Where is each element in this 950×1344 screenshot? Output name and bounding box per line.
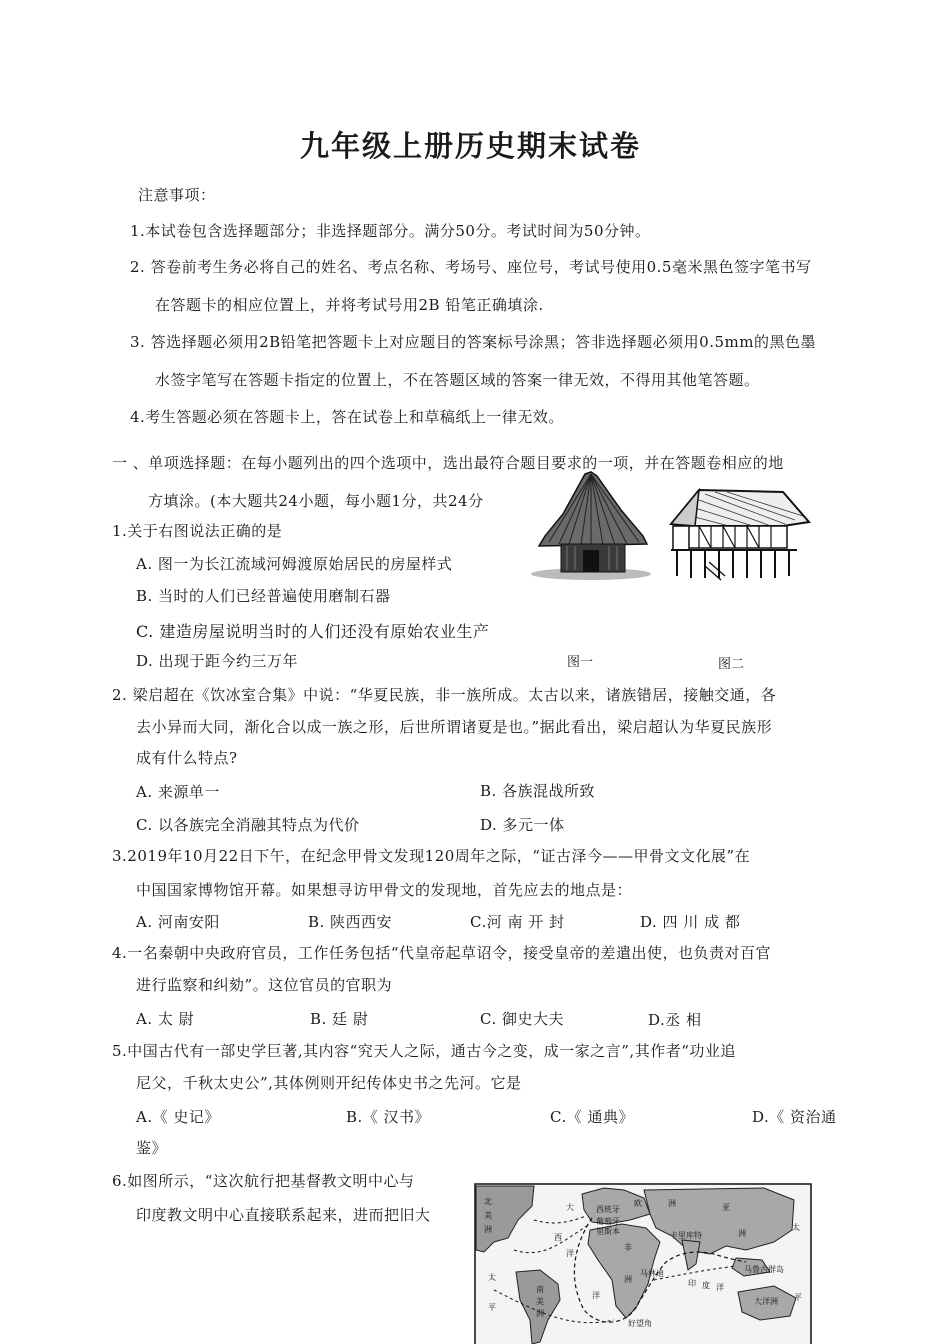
notice-item-3-cont: 水签字笔写在答题卡指定的位置上，不在答题区域的答案一律无效，不得用其他笔答题。: [155, 371, 760, 389]
question-1-option-d: D. 出现于距今约三万年: [136, 652, 299, 670]
question-2-option-c: C. 以各族完全消融其特点为代价: [136, 816, 360, 834]
question-3-line-1: 3.2019年10月22日下午，在纪念甲骨文发现120周年之际，“证古泽今——甲骨文文化展”在: [112, 847, 751, 865]
section-heading-cont: 方填涂。(本大题共24小题，每小题1分，共24分: [148, 492, 484, 510]
notice-item-3: 3. 答选择题必须用2B铅笔把答题卡上对应题目的答案标号涂黑；答非选择题必须用0.5mm的黑色墨: [130, 333, 816, 351]
map-label: 葡萄牙: [596, 1217, 620, 1226]
map-label: 印: [688, 1279, 696, 1288]
question-5-option-c: C.《 通典》: [550, 1108, 634, 1126]
map-label: 西班牙: [596, 1205, 620, 1214]
question-2-option-d: D. 多元一体: [480, 816, 565, 834]
question-1-option-a: A. 图一为长江流域河姆渡原始居民的房屋样式: [136, 555, 453, 573]
map-label: 西: [554, 1233, 562, 1242]
map-label: 度: [702, 1281, 710, 1290]
map-label: 欧: [634, 1199, 642, 1208]
map-label: 非: [624, 1243, 632, 1252]
map-label: 美: [484, 1211, 492, 1220]
question-2-option-b: B. 各族混战所致: [480, 782, 596, 800]
map-label: 美: [536, 1297, 544, 1306]
map-label: 洲: [484, 1225, 492, 1234]
notice-item-2-cont: 在答题卡的相应位置上，并将考试号用2B 铅笔正确填涂.: [155, 296, 544, 314]
question-2-line-2: 去小异而大同，渐化合以成一族之形，后世所谓诸夏是也。”据此看出，梁启超认为华夏民族形: [136, 718, 773, 736]
map-label: 太: [792, 1223, 800, 1232]
map-label: 洋: [716, 1283, 724, 1292]
map-label: 太: [488, 1273, 496, 1282]
map-label: 好望角: [628, 1319, 652, 1328]
question-2-option-a: A. 来源单一: [136, 783, 220, 801]
map-label: 洲: [536, 1309, 544, 1318]
question-3-option-d: D. 四 川 成 都: [640, 913, 741, 931]
question-4-option-a: A. 太 尉: [136, 1010, 195, 1028]
notice-item-4: 4.考生答题必须在答题卡上，答在试卷上和草稿纸上一律无效。: [130, 408, 564, 426]
question-3-option-b: B. 陕西西安: [308, 913, 393, 931]
figure-1-caption: 图一: [567, 655, 594, 670]
map-label: 北: [484, 1197, 492, 1206]
question-3-option-c: C.河 南 开 封: [470, 913, 565, 931]
question-5-option-d-cont: 鉴》: [136, 1139, 168, 1157]
question-5-line-1: 5.中国古代有一部史学巨著,其内容“究天人之际，通古今之变，成一家之言”,其作者“功业追: [112, 1042, 736, 1060]
map-label: 马鲁古群岛: [744, 1265, 784, 1274]
question-4-line-1: 4.一名秦朝中央政府官员，工作任务包括“代皇帝起草诏令，接受皇帝的差遣出使，也负责对百官: [112, 944, 771, 962]
notice-item-2: 2. 答卷前考生务必将自己的姓名、考点名称、考场号、座位号，考试号使用0.5毫米黑色签字笔书写: [130, 258, 812, 276]
question-3-line-2: 中国国家博物馆开幕。如果想寻访甲骨文的发现地，首先应去的地点是：: [136, 881, 633, 899]
figure-2-stilt-house: [665, 486, 813, 582]
map-label: 平: [794, 1293, 802, 1302]
map-label: 卡里库特: [670, 1231, 702, 1240]
map-label: 平: [488, 1303, 496, 1312]
question-5-option-a: A.《 史记》: [136, 1108, 220, 1126]
map-label: 马林迪: [640, 1269, 664, 1278]
map-label: 洲: [738, 1229, 746, 1238]
question-1-stem: 1.关于右图说法正确的是: [112, 522, 283, 540]
question-6-line-1: 6.如图所示，“这次航行把基督教文明中心与: [112, 1172, 415, 1190]
section-heading: 一 、单项选择题：在每小题列出的四个选项中，选出最符合题目要求的一项，并在答题卷相应的地: [112, 454, 784, 472]
question-4-option-b: B. 廷 尉: [310, 1010, 369, 1028]
page-title: 九年级上册历史期末试卷: [300, 129, 642, 163]
notice-heading: 注意事项：: [138, 186, 216, 204]
notice-item-1: 1.本试卷包含选择题部分；非选择题部分。满分50分。考试时间为50分钟。: [130, 222, 651, 240]
map-label: 洋: [592, 1291, 600, 1300]
question-5-line-2: 尼父，千秋太史公”,其体例则开纪传体史书之先河。它是: [136, 1074, 522, 1092]
question-3-option-a: A. 河南安阳: [136, 913, 220, 931]
question-4-line-2: 进行监察和纠劾”。这位官员的官职为: [136, 976, 393, 994]
map-label: 南: [536, 1285, 544, 1294]
question-6-line-2: 印度教文明中心直接联系起来，进而把旧大: [136, 1206, 431, 1224]
question-5-option-b: B.《 汉书》: [346, 1108, 431, 1126]
question-5-option-d: D.《 资治通: [752, 1108, 837, 1126]
map-label: 大洋洲: [754, 1297, 778, 1306]
map-label: 洋: [566, 1249, 574, 1258]
question-1-option-c: C. 建造房屋说明当时的人们还没有原始农业生产: [136, 622, 490, 641]
voyage-route-map: [474, 1180, 814, 1344]
question-1-option-b: B. 当时的人们已经普遍使用磨制石器: [136, 587, 391, 605]
map-label: 里斯本: [596, 1227, 620, 1236]
map-label: 大: [566, 1203, 574, 1212]
question-2-line-3: 成有什么特点?: [136, 749, 238, 767]
question-4-option-d: D.丞 相: [648, 1011, 702, 1029]
figure-1-thatched-hut: [525, 470, 660, 582]
map-label: 洲: [668, 1199, 676, 1208]
map-label: 洲: [624, 1275, 632, 1284]
figure-2-caption: 图二: [718, 657, 745, 672]
question-2-line-1: 2. 梁启超在《饮冰室合集》中说：“华夏民族，非一族所成。太古以来，诸族错居，接触交通，各: [112, 686, 777, 704]
question-4-option-c: C. 御史大夫: [480, 1010, 564, 1028]
map-label: 亚: [722, 1203, 730, 1212]
